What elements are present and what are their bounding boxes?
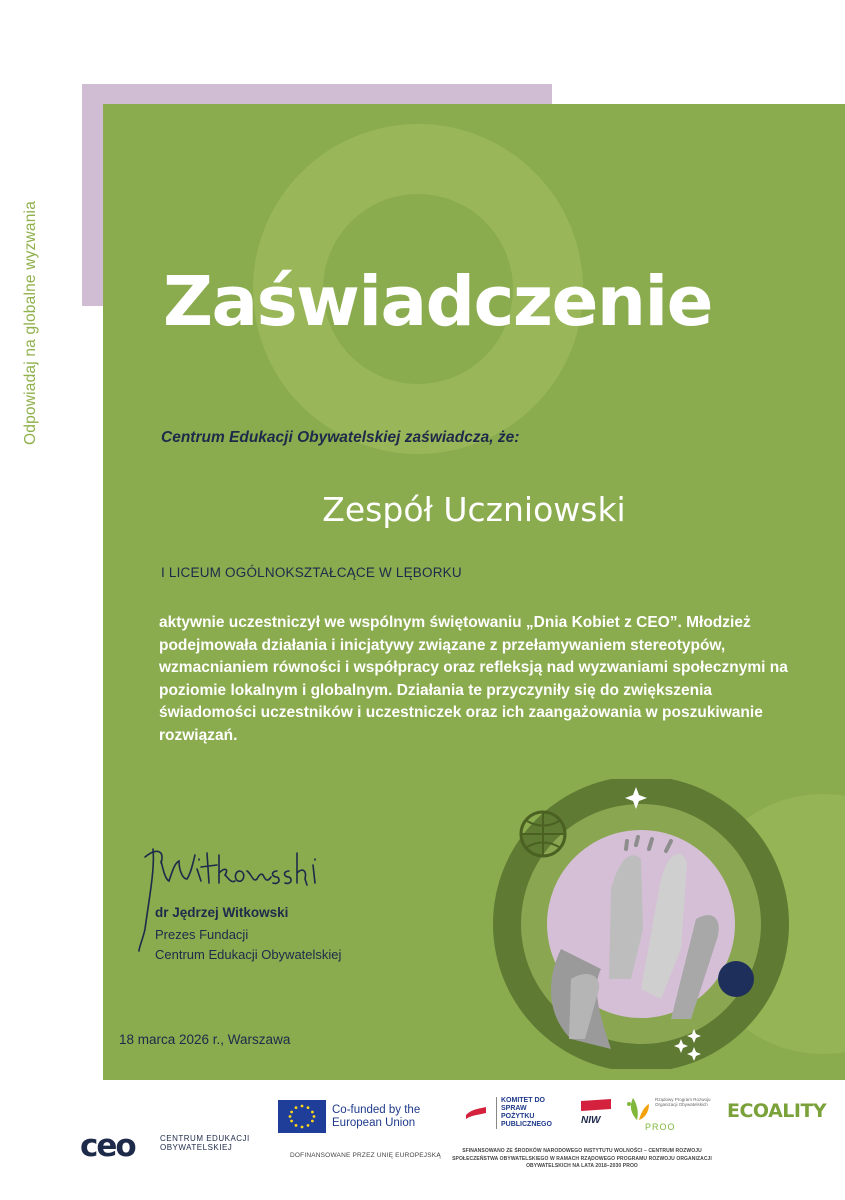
komitet-logo <box>462 1097 562 1137</box>
niw-logo <box>575 1097 617 1129</box>
eu-cofunding-logo <box>278 1100 438 1155</box>
eu-cofunded-subtext: DOFINANSOWANE PRZEZ UNIĘ EUROPEJSKĄ <box>290 1152 441 1159</box>
certificate-panel <box>103 104 845 1080</box>
ceo-logo-name: CENTRUM EDUKACJI OBYWATELSKIEJ <box>160 1134 250 1152</box>
certificate-intro: Centrum Edukacji Obywatelskiej zaświadcza, że: <box>161 429 520 446</box>
niw-mark-icon <box>575 1097 617 1129</box>
niw-label: NIW <box>581 1115 601 1126</box>
hands-photo-illustration <box>491 779 791 1069</box>
komitet-text: KOMITET DO SPRAW POŻYTKU PUBLICZNEGO <box>496 1097 562 1129</box>
signer-organization: Centrum Edukacji Obywatelskiej <box>155 947 342 962</box>
school-name: I LICEUM OGÓLNOKSZTAŁCĄCE W LĘBORKU <box>161 565 462 580</box>
ecoality-logo: ECOALITY <box>727 1100 827 1122</box>
signer-role: Prezes Fundacji <box>155 927 249 942</box>
polish-flag-icon <box>464 1105 488 1121</box>
certificate-body: aktywnie uczestniczył we wspólnym świętowaniu „Dnia Kobiet z CEO”. Młodzież podejmowała działania i inicjatywy związane z przełamywaniem stereotypów, wzmacnianiem równości i współpracy oraz refleksją nad wyzwaniami społecznymi na poziomie lokalnym i globalnym. Działania te przyczyniły się do zwiększenia świadomości uczestników i uczestniczek oraz ich zaangażowania w poszukiwanie rozwiązań. <box>159 614 788 744</box>
proo-label: PROO <box>645 1122 676 1132</box>
proo-logo <box>625 1094 715 1134</box>
funding-note: SFINANSOWANO ZE ŚRODKÓW NARODOWEGO INSTYTUTU WOLNOŚCI – CENTRUM ROZWOJU SPOŁECZEŃSTWA OBYWATELSKIEGO W RAMACH RZĄDOWEGO PROGRAMU ROZWOJU ORGANIZACJI OBYWATELSKICH NA LATA 2018–2030 PROO <box>452 1148 712 1169</box>
eu-cofunded-text: Co-funded by the European Union <box>332 1104 421 1129</box>
signer-name: dr Jędrzej Witkowski <box>155 905 289 920</box>
footer-logos <box>0 1080 845 1200</box>
certificate-title: Zaświadczenie <box>163 262 712 342</box>
proo-leaf-icon <box>625 1094 651 1122</box>
proo-program-text: Rządowy Program Rozwoju Organizacji Obywatelskich <box>655 1097 711 1107</box>
eu-flag-icon <box>278 1100 326 1133</box>
recipient-name: Zespół Uczniowski <box>322 490 626 529</box>
side-slogan: Odpowiadaj na globalne wyzwania <box>22 200 39 445</box>
ceo-logo-mark: ceo <box>80 1128 135 1164</box>
date-place: 18 marca 2026 r., Warszawa <box>119 1032 291 1047</box>
signature-block <box>135 829 435 979</box>
